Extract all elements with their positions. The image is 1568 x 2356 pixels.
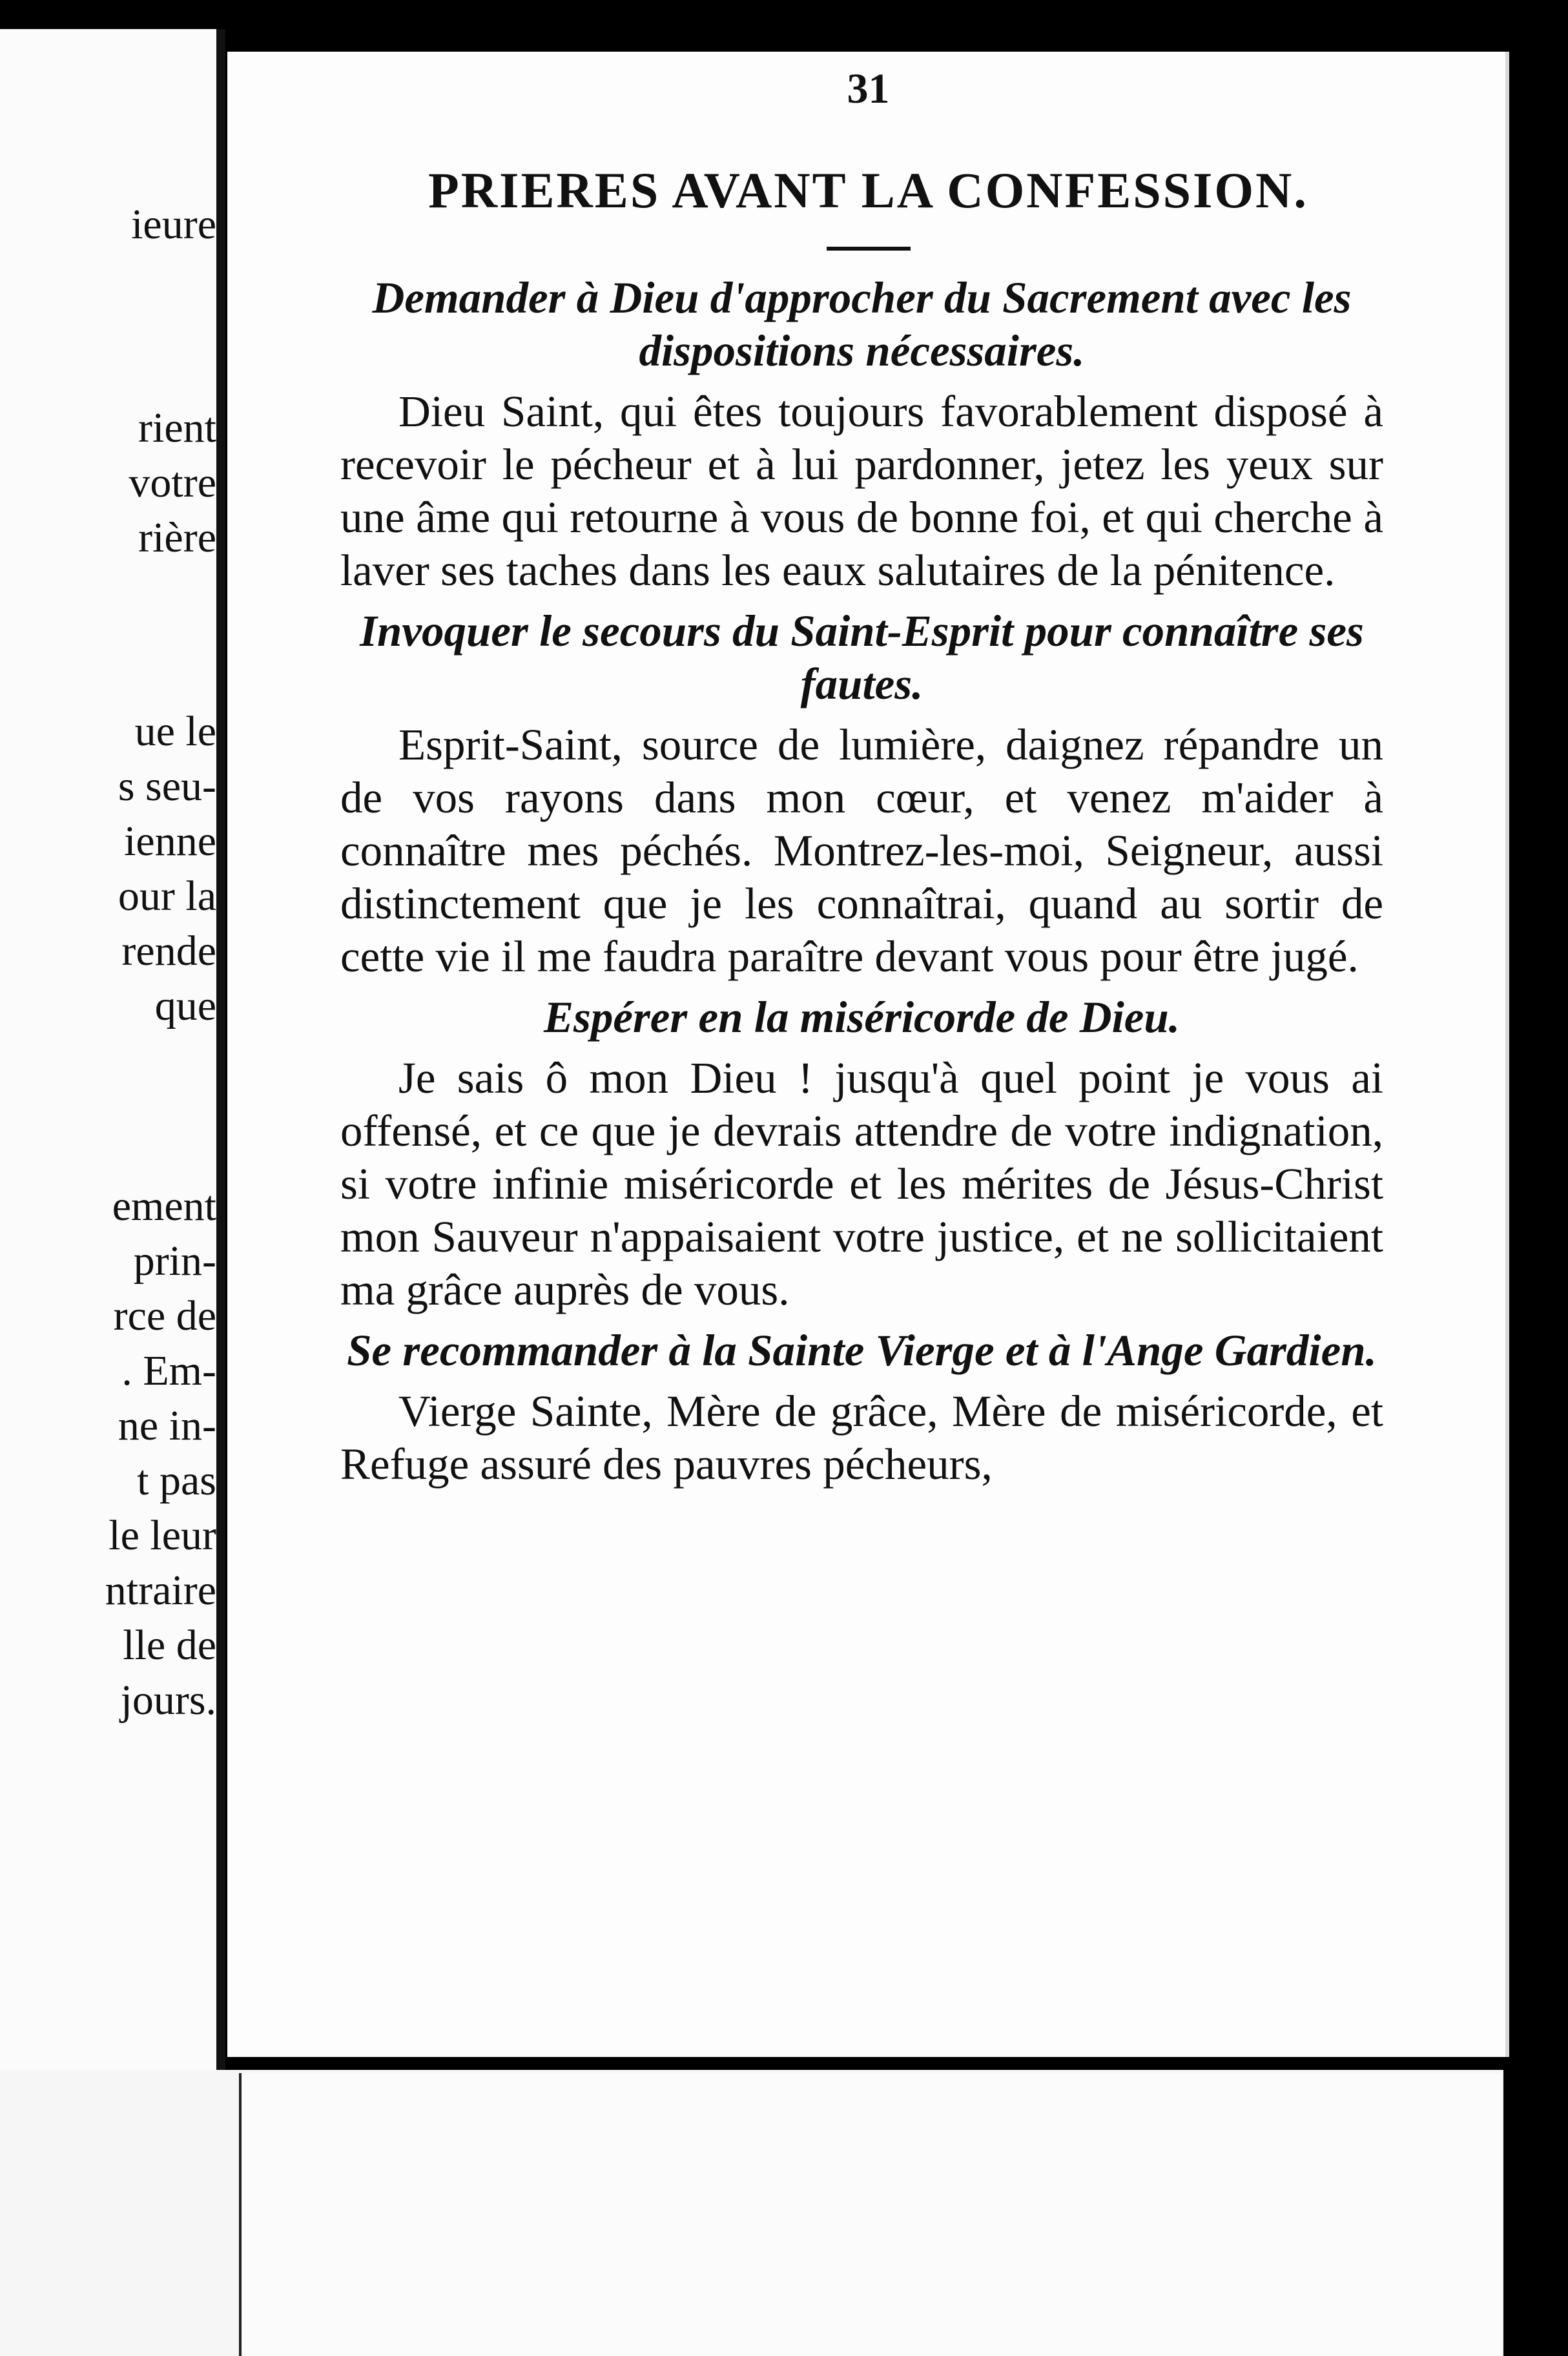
left-page-fragment: ntraire — [105, 1567, 216, 1614]
book-gutter — [216, 29, 225, 2302]
left-page-fragment: le leur — [108, 1512, 216, 1559]
left-page-fragment: rière — [138, 514, 216, 561]
left-page-fragment: lle de — [123, 1622, 216, 1669]
section-paragraph: Esprit-Saint, source de lumière, daignez répandre un de vos rayons dans mon cœur, et venez m'aider à connaître mes péchés. Montrez-les-moi, Seigneur, aussi distinctement que je les connaîtrai, quand au sortir de cette vie il me faudra paraître devant vous pour être jugé. — [340, 720, 1383, 981]
page-number: 31 — [847, 65, 890, 112]
section-heading: Se recommander à la Sainte Vierge et à l'Ange Gardien. — [347, 1326, 1377, 1375]
left-page-fragment: . Em- — [121, 1347, 216, 1394]
left-page-fragment: s seu- — [118, 763, 216, 810]
left-page-fragment: ement — [112, 1183, 216, 1230]
section-paragraph: Je sais ô mon Dieu ! jusqu'à quel point je vous ai offensé, et ce que je devrais attendre de votre indignation, si votre infinie miséricorde et les mérites de Jésus-Christ mon Sauveur n'appaisaient votre justice, et ne sollicitaient ma grâce auprès de vous. — [340, 1053, 1383, 1314]
left-page-fragment: rient — [138, 404, 216, 451]
left-page-fragment: ieure — [131, 201, 216, 248]
left-facing-page — [0, 29, 223, 2070]
title-divider — [827, 247, 911, 251]
left-page-fragment: ienne — [124, 818, 216, 865]
left-page-fragment: ue le — [134, 708, 216, 755]
section-heading: Espérer en la miséricorde de Dieu. — [543, 993, 1181, 1042]
left-page-fragment: prin- — [133, 1237, 216, 1285]
section-heading: Demander à Dieu d'approcher du Sacrement avec les dispositions nécessaires. — [372, 273, 1352, 375]
scan-bottom-page-edge — [239, 2073, 1501, 2356]
section-paragraph: Vierge Sainte, Mère de grâce, Mère de miséricorde, et Refuge assuré des pauvres pécheurs, — [340, 1387, 1383, 1489]
section-heading: Invoquer le secours du Saint-Esprit pour connaître ses fautes. — [360, 606, 1364, 708]
book-page — [227, 52, 1509, 2057]
left-page-fragment: jours. — [120, 1677, 216, 1724]
left-page-fragment: que — [154, 982, 216, 1029]
left-page-fragment: votre — [129, 459, 216, 506]
section-paragraph: Dieu Saint, qui êtes toujours favorablement disposé à recevoir le pécheur et à lui pardonner, jetez les yeux sur une âme qui retourne à vous de bonne foi, et qui cherche à laver ses taches dans les eaux salutaires de la pénitence. — [340, 387, 1383, 595]
page-body — [340, 271, 1383, 1498]
left-page-fragment: our la — [118, 873, 216, 920]
left-page-fragment: ne in- — [118, 1402, 216, 1449]
page-title: PRIERES AVANT LA CONFESSION. — [428, 162, 1308, 218]
left-page-fragment: rce de — [113, 1292, 216, 1339]
left-page-fragment: t pas — [137, 1457, 216, 1504]
left-page-fragment: rende — [121, 927, 216, 975]
